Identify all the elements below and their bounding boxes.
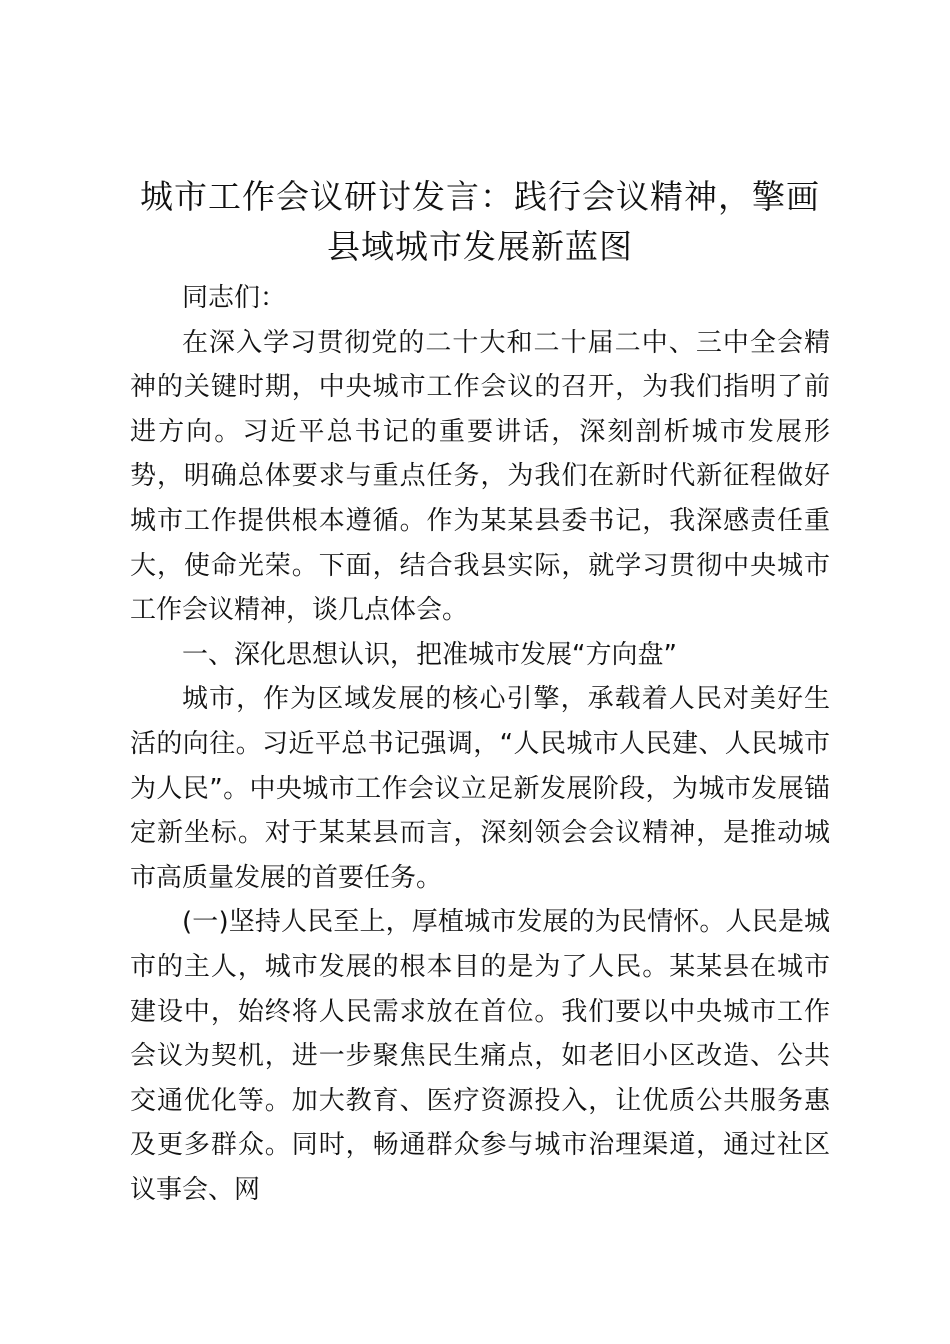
title-line-1: 城市工作会议研讨发言：践行会议精神，擎画 xyxy=(140,177,820,216)
paragraph-subsection-1: (一)坚持人民至上，厚植城市发展的为民情怀。人民是城市的主人，城市发展的根本目的是为了人民。某某县在城市建设中，始终将人民需求放在首位。我们要以中央城市工作会议为契机，进一步聚焦民生痛点，如老旧小区改造、公共交通优化等。加大教育、医疗资源投入，让优质公共服务惠及更多群众。同时，畅通群众参与城市治理渠道，通过社区议事会、网 xyxy=(130,907,830,1205)
paragraph-section-1: 城市，作为区域发展的核心引擎，承载着人民对美好生活的向往。习近平总书记强调，“人民城市人民建、人民城市为人民”。中央城市工作会议立足新发展阶段，为城市发展锚定新坐标。对于某某县而言，深刻领会会议精神，是推动城市高质量发展的首要任务。 xyxy=(130,684,830,893)
paragraph-intro: 在深入学习贯彻党的二十大和二十届二中、三中全会精神的关键时期，中央城市工作会议的召开，为我们指明了前进方向。习近平总书记的重要讲话，深刻剖析城市发展形势，明确总体要求与重点任务，为我们在新时代新征程做好城市工作提供根本遵循。作为某某县委书记，我深感责任重大，使命光荣。下面，结合我县实际，就学习贯彻中央城市工作会议精神，谈几点体会。 xyxy=(130,327,830,626)
document-body xyxy=(130,276,830,1212)
document-title xyxy=(120,172,840,272)
salutation: 同志们： xyxy=(182,283,287,313)
section-heading-1: 一、深化思想认识，把准城市发展“方向盘” xyxy=(182,639,677,670)
title-line-2: 县域城市发展新蓝图 xyxy=(327,227,633,266)
